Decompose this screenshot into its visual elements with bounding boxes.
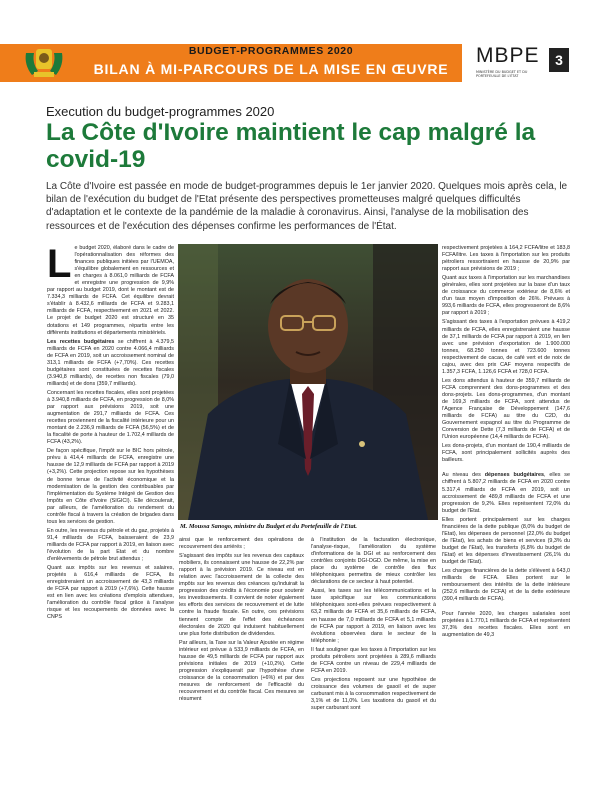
paragraph: ainsi que le renforcement des opérations de recouvrement des arriérés ; xyxy=(179,537,304,551)
paragraph: Au niveau des xyxy=(442,472,485,479)
paragraph: S'agissant des impôts sur les revenus des capitaux mobiliers, ils connaissent une hausse de 22,2% par rapport à la prévision 2019. Ce niveau est en relation avec l'accroissement de la collecte des impôts sur les revenus des créances qu'induirait la progression des crédits à l'économie pour soutenir les investissements. Il convient de noter également les efforts des services de recouvrement et de lutte contre la fraude fiscale. En outre, ces prévisions tiennent compte de l'effet des échéances électorales de 2020 qui induisent habituellement une plus forte distribution de dividendes. xyxy=(179,553,304,637)
paragraph: Les dons attendus à hauteur de 359,7 milliards de FCFA comprennent des dons-programmes et des dons-projets. Les dons-programmes, d'un montant de 169,3 milliards de FCFA, sont attendus de l'Agence Française de Développement (147,6 milliards de FCFA) au titre du C2D, du Gouvernement espagnol au titre du Programme de Conversion de Dette (7,3 milliards de FCFA) et de l'Union européenne (14,4 milliards de FCFA). xyxy=(442,377,570,441)
coat-of-arms-icon xyxy=(18,44,70,82)
photo-caption: M. Moussa Sanogo, ministre du Budget et du Portefeuille de l'Etat. xyxy=(180,523,358,530)
paragraph: S'agissant des taxes à l'exportation prévues à 419,2 milliards de FCFA, elles enregistreraient une hausse de 37,1 milliards de FCFA par rapport à 2019, en lien avec une prévision d'exportation de 1.900.000 tonnes, 68.250 tonnes et 723.600 tonnes respectivement de cacao, de café vert et de noix de cajou, avec des prix CAF moyens respectifs de 1.357,3 FCFA, 1.126,6 FCFA et 728,0 FCFA. xyxy=(442,319,570,375)
banner-title-2: BILAN À MI-PARCOURS DE LA MISE EN ŒUVRE xyxy=(93,61,449,77)
minister-photo xyxy=(178,244,438,520)
dropcap: L xyxy=(47,242,72,286)
paragraph: Il faut souligner que les taxes à l'importation sur les produits pétroliers sont projetées à 289,6 milliards de FCFA contre un niveau de 229,4 milliards de FCFA en 2019. xyxy=(311,646,436,674)
paragraph: Pour l'année 2020, les charges salariales sont projetées à 1.770,1 milliards de FCFA et représentent 37,3% des recettes fiscales. Elles sont en augmentation de 49,3 xyxy=(442,611,570,639)
banner-title-1: BUDGET-PROGRAMMES 2020 xyxy=(188,45,354,57)
paragraph: Les dons-projets, d'un montant de 190,4 milliards de FCFA, sont principalement sollicités auprès des bailleurs. xyxy=(442,443,570,464)
page-number: 3 xyxy=(549,48,569,72)
paragraph: En outre, les revenus du pétrole et du gaz, projetés à 91,4 milliards de FCFA, baisseraient de 23,9 milliards de FCFA par rapport à 2019, en liaison avec l'évolution de la part Etat et du nombre d'enlèvements de pétrole brut attendus ; xyxy=(47,527,174,563)
logo-subtitle: MINISTÈRE DU BUDGET ET DU PORTEFEUILLE DE L'ÉTAT xyxy=(476,70,528,78)
paragraph: e budget 2020, élaboré dans le cadre de l'opérationnalisation des réformes des finances publiques initiées par l'UEMOA, s'équilibre globalement en ressources et en charges à 8.061,0 milliards de FCFA et enregistre une progression de 9,9% par rapport au budget 2019, dont le montant est de 7.334,3 milliards de FCFA. Cet équilibre devrait s'établir à 8.432,6 milliards de FCFA et 9.283,1 milliards de FCFA, respectivement en 2021 et 2022. Le projet de budget 2020 est structuré en 35 dotations et 149 programmes, répartis entre les différents institutions et départements ministériels. xyxy=(47,245,174,336)
article-column-3 xyxy=(311,537,436,714)
headline: La Côte d'Ivoire maintient le cap malgré la covid-19 xyxy=(46,119,536,173)
paragraph: respectivement projetées à 164,2 FCFA/litre et 183,8 FCFA/litre. Les taxes à l'importation sur les produits pétroliers ressortiraient en hausse de 20,9% par rapport aux prévisions de 2019 ; xyxy=(442,245,570,273)
paragraph: , elles se chiffrent à 5.807,2 milliards de FCFA en 2020 contre 5.317,4 milliards de FCFA en 2019, soit un accroissement de 489,8 milliards de FCFA et une progression de 9,2%. Elles représentent 72,0% du budget de l'Etat. xyxy=(442,472,570,514)
paragraph: Concernant les recettes fiscales, elles sont projetées à 3.940,8 milliards de FCFA, en progression de 8,0% par rapport aux prévisions 2019, soit une augmentation de 291,7 milliards de FCFA. Ces recettes proviennent de la fiscalité intérieure pour un montant de 2.236,9 milliards de FCFA (56,5%) et de la fiscalité de porte à hauteur de 1.702,4 milliards de FCFA (43,2%). xyxy=(47,389,174,446)
lede-paragraph: La Côte d'Ivoire est passée en mode de budget-programmes depuis le 1er janvier 2020. Quelques mois après cela, le bilan de l'exécution du budget de l'Etat présente des perspectives prometteuses malgré quelques difficultés d'adaptation et le contexte de la pandémie de la maladie à coronavirus. Ainsi, l'analyse de la mobilisation des ressources et de l'exécution des dépenses confirme les performances de l'État. xyxy=(46,181,568,232)
article-column-4 xyxy=(442,245,570,641)
subhead-recettes: Les recettes budgétaires xyxy=(47,338,115,345)
article-column-2 xyxy=(179,537,304,705)
paragraph: à l'institution de la facturation électronique, l'analyse-risque, l'amélioration du système d'informations de la DGI et au renforcement des contrôles conjoints DGI-DGD. De même, la mise en place du système de contrôle des flux téléphoniques permettra de mieux contrôler les déclarations de ce secteur à haut potentiel. xyxy=(311,537,436,586)
paragraph: Les charges financières de la dette s'élèvent à 643,0 milliards de FCFA. Elles portent sur le remboursement des intérêts de la dette intérieure (252,6 milliards de FCFA) et de la dette extérieure (390,4 milliards de FCFA). xyxy=(442,568,570,603)
paragraph: Quant aux taxes à l'importation sur les marchandises générales, elles sont projetées sur la base d'un taux de croissance du commerce extérieur de 8,6% et d'un taux moyen d'imposition de 26%. Prévues à 993,6 milliards de FCFA, elles progresseront de 8,6% par rapport à 2019 ; xyxy=(442,275,570,317)
subhead-depenses: dépenses budgétaires xyxy=(484,472,545,479)
paragraph: se chiffrent à 4.379,5 milliards de FCFA en 2020 contre 4.066,4 milliards de FCFA en 2019, soit un accroissement nominal de 313,1 milliards de FCFA (+7,70%). Ces recettes budgétaires sont constituées de recettes fiscales (3.940,8 milliards), de recettes non fiscales (79,0 milliards) et de dons (359,7 milliards). xyxy=(47,338,174,387)
article-column-1 xyxy=(47,242,174,623)
ministry-logo xyxy=(476,44,546,84)
paragraph: Par ailleurs, la Taxe sur la Valeur Ajoutée en régime intérieur est prévue à 533,9 milliards de FCFA, en hausse de 49,5 milliards de FCFA par rapport aux prévisions initiales de 2019 (+10,2%). Cette progression s'expliquerait par l'hypothèse d'une croissance de la consommation (+6%) et par des mesures de renforcement de l'efficacité du recouvrement et du contrôle fiscal. Ces mesures se résument xyxy=(179,639,304,703)
paragraph: Quant aux impôts sur les revenus et salaires, projetés à 616,4 milliards de FCFA, ils enregistreraient un accroissement de 43,3 milliards de FCFA par rapport à 2019 (+7,6%). Cette hausse est en lien avec les créations d'emplois attendues, l'amélioration du contrôle fiscal grâce à l'analyse risque et les recoupements de données avec la CNPS xyxy=(47,565,174,621)
paragraph: Aussi, les taxes sur les télécommunications et la taxe spécifique sur les communications téléphoniques sont-elles prévues respectivement à 63,2 milliards de FCFA et 35,6 milliards de FCFA, en hausse de 7,0 milliards de FCFA et 5,1 milliards de FCFA par rapport à 2019, en liaison avec les évolutions observées dans le secteur de la téléphonie ; xyxy=(311,588,436,644)
paragraph: De façon spécifique, l'impôt sur le BIC hors pétrole, prévu à 414,4 milliards de FCFA, enregistre une hausse de 12,9 milliards de FCFA par rapport à 2019 (+3,2%). Cette projection repose sur les hypothèses de bonne tenue de l'activité économique et la modernisation de la gestion des contribuables par l'implémentation du Système Intégré de Gestion des Impôts en Côte d'Ivoire (SIGICI). Elle découlerait, par ailleurs, de l'amélioration du rendement du contrôle fiscal à travers la création de brigades dans tous les services de gestion. xyxy=(47,448,174,525)
logo-wordmark: MBPE xyxy=(476,44,540,67)
kicker: Execution du budget-programmes 2020 xyxy=(46,104,275,119)
paragraph: Ces projections reposent sur une hypothèse de croissance des volumes de gasoil et de super carburant mis à la consommation respectivement de 3,1% et de 11,0%. Les taxations du gasoil et du super carburant sont xyxy=(311,676,436,712)
paragraph: Elles portent principalement sur les charges financières de la dette publique (8,0% du budget de l'Etat), les dépenses de personnel (22,0% du budget de l'Etat), les achats de biens et services (9,3% du budget de l'Etat), les transferts (6,8% du budget de l'Etat) et les dépenses d'investissement (26,1% du budget de l'Etat). xyxy=(442,516,570,565)
